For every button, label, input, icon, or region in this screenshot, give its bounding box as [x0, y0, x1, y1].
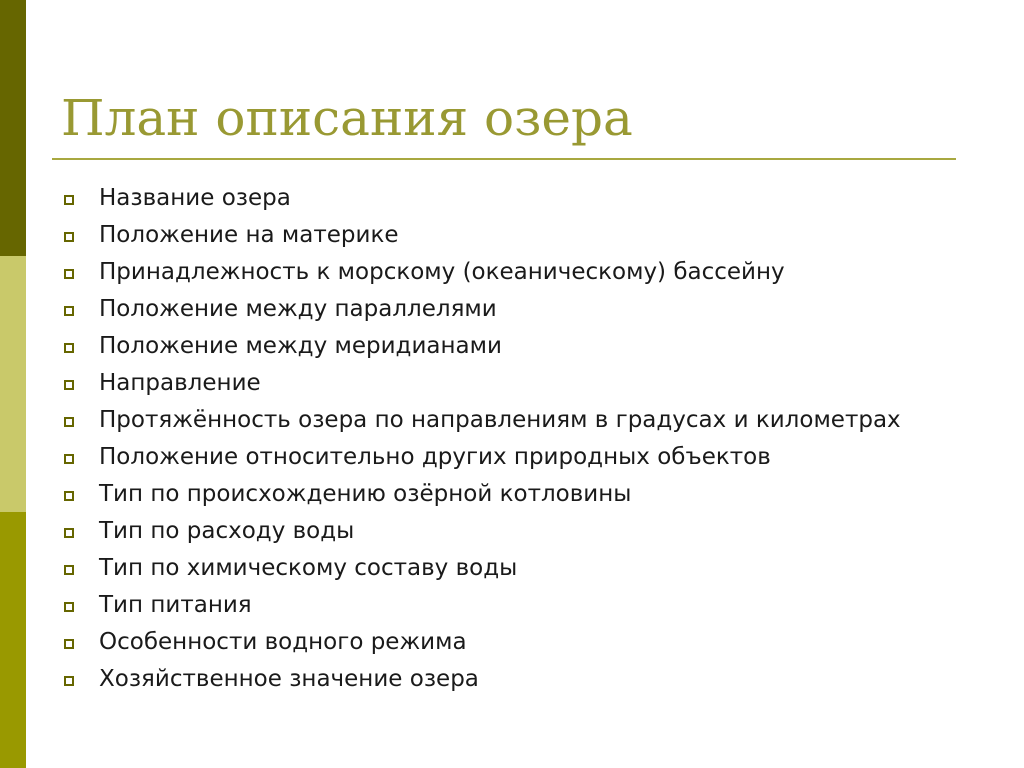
list-item-text: Положение относительно других природных объектов [99, 444, 771, 470]
hollow-square-bullet-icon [64, 232, 74, 242]
list-item-text: Протяжённость озера по направлениям в градусах и километрах [99, 407, 901, 433]
list-item [62, 183, 962, 213]
hollow-square-bullet-icon [64, 380, 74, 390]
list-item [62, 516, 962, 546]
sidebar-stripe-bottom [0, 512, 26, 768]
list-item-text: Название озера [99, 185, 291, 211]
list-item [62, 590, 962, 620]
list-item-text: Положение на материке [99, 222, 399, 248]
hollow-square-bullet-icon [64, 602, 74, 612]
list-item [62, 442, 962, 472]
list-item [62, 294, 962, 324]
hollow-square-bullet-icon [64, 417, 74, 427]
list-item-text: Направление [99, 370, 261, 396]
list-item [62, 479, 962, 509]
list-item [62, 664, 962, 694]
list-item-text: Тип по происхождению озёрной котловины [99, 481, 632, 507]
list-item [62, 257, 962, 287]
list-item-text: Принадлежность к морскому (океаническому) бассейну [99, 259, 785, 285]
hollow-square-bullet-icon [64, 491, 74, 501]
hollow-square-bullet-icon [64, 195, 74, 205]
hollow-square-bullet-icon [64, 269, 74, 279]
list-item [62, 368, 962, 398]
hollow-square-bullet-icon [64, 528, 74, 538]
hollow-square-bullet-icon [64, 454, 74, 464]
list-item-text: Хозяйственное значение озера [99, 666, 479, 692]
title-underline [52, 158, 956, 160]
list-item-text: Тип питания [99, 592, 252, 618]
hollow-square-bullet-icon [64, 343, 74, 353]
sidebar-stripe-middle [0, 256, 26, 512]
list-item-text: Особенности водного режима [99, 629, 467, 655]
list-item-text: Положение между параллелями [99, 296, 497, 322]
list-item-text: Тип по расходу воды [99, 518, 355, 544]
hollow-square-bullet-icon [64, 639, 74, 649]
list-item [62, 220, 962, 250]
hollow-square-bullet-icon [64, 306, 74, 316]
hollow-square-bullet-icon [64, 565, 74, 575]
list-item [62, 627, 962, 657]
hollow-square-bullet-icon [64, 676, 74, 686]
list-item [62, 553, 962, 583]
list-item [62, 405, 962, 435]
list-item-text: Тип по химическому составу воды [99, 555, 518, 581]
list-item [62, 331, 962, 361]
sidebar-stripe-top [0, 0, 26, 256]
bullet-list [62, 183, 962, 701]
slide-title: План описания озера [61, 89, 633, 147]
list-item-text: Положение между меридианами [99, 333, 502, 359]
